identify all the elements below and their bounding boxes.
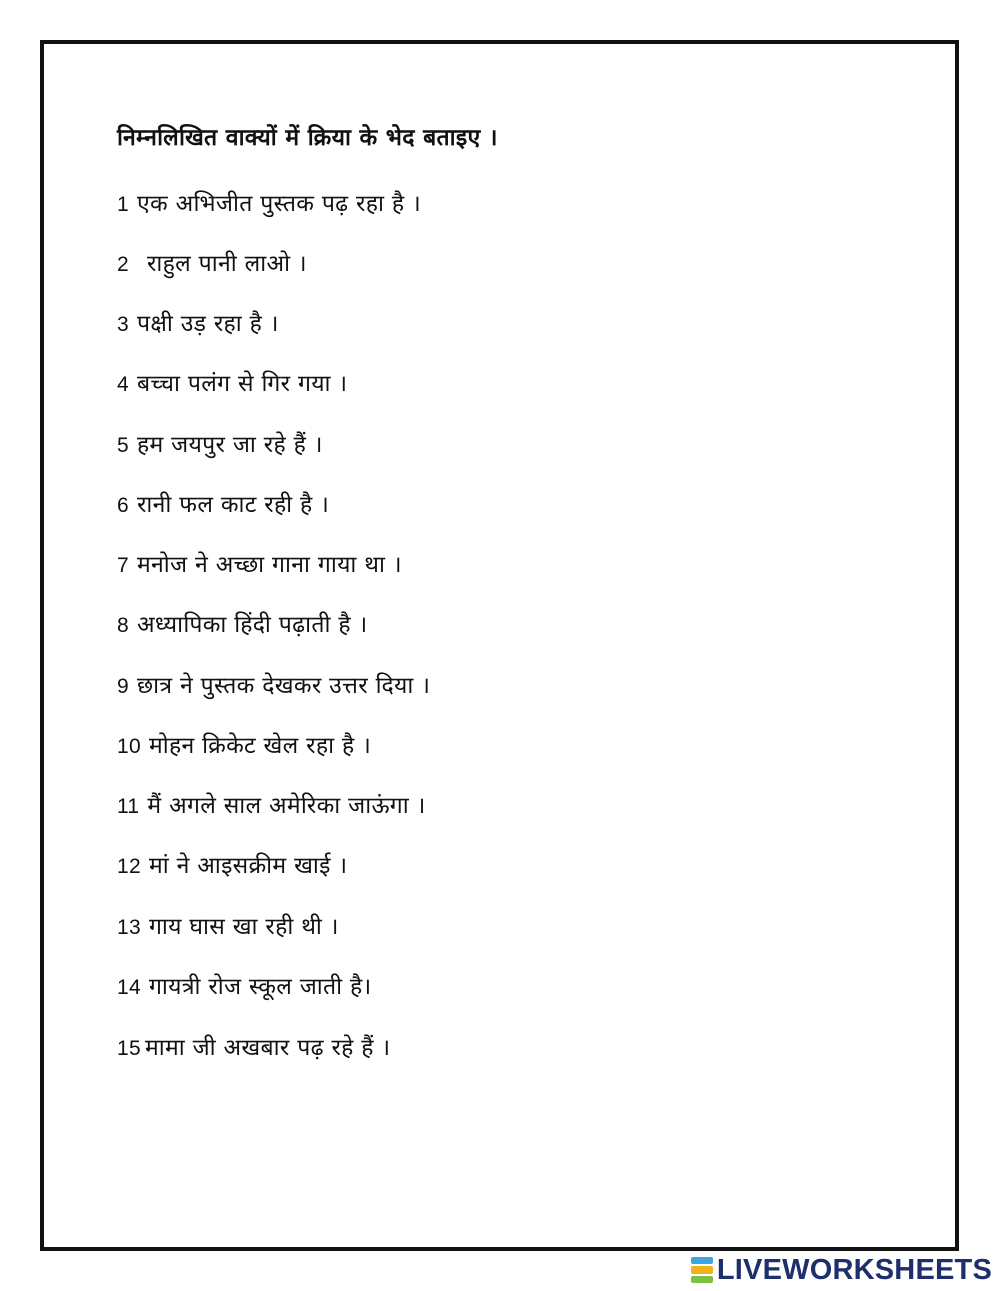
sentence-text: गाय घास खा रही थी ।: [148, 914, 339, 940]
sentence-number: 6: [117, 494, 129, 517]
sentence-line-4: [117, 366, 347, 398]
sentence-number: 7: [117, 554, 129, 577]
sentence-text: हम जयपुर जा रहे हैं ।: [136, 432, 323, 458]
sentence-line-13: [117, 909, 339, 941]
sentence-number: 9: [117, 675, 129, 698]
sentence-number: 1: [117, 193, 129, 216]
sentence-line-2: [117, 246, 307, 278]
worksheet-title: निम्नलिखित वाक्यों में क्रिया के भेद बताइए ।: [117, 125, 498, 151]
sentence-line-12: [117, 848, 347, 880]
sentence-line-9: [117, 668, 430, 700]
sentence-line-3: [117, 306, 279, 338]
sentence-number: 5: [117, 434, 129, 457]
sentence-number: 11: [117, 795, 140, 818]
sentence-text: बच्चा पलंग से गिर गया ।: [136, 371, 348, 397]
sentence-number: 8: [117, 614, 129, 637]
sentence-line-15: [117, 1030, 390, 1062]
liveworksheets-logo-icon: [691, 1257, 713, 1283]
sentence-text: रानी फल काट रही है ।: [136, 492, 330, 518]
sentence-number: 12: [117, 855, 141, 878]
sentence-line-6: [117, 487, 329, 519]
sentence-text: पक्षी उड़ रहा है ।: [136, 311, 279, 337]
logo-block-icon: [691, 1276, 713, 1283]
sentence-text: छात्र ने पुस्तक देखकर उत्तर दिया ।: [136, 673, 431, 699]
sentence-number: 2: [117, 253, 129, 276]
sentence-number: 14: [117, 976, 141, 999]
sentence-text: मैं अगले साल अमेरिका जाऊंगा ।: [147, 793, 426, 819]
sentence-text: अध्यापिका हिंदी पढ़ाती है ।: [136, 612, 368, 638]
sentence-text: मनोज ने अच्छा गाना गाया था ।: [136, 552, 402, 578]
liveworksheets-watermark: [691, 1253, 992, 1287]
worksheet-border: [40, 40, 959, 1251]
watermark-text: LIVEWORKSHEETS: [716, 1253, 992, 1286]
sentence-line-1: [117, 186, 421, 218]
sentence-text: मोहन क्रिकेट खेल रहा है ।: [148, 733, 372, 759]
sentence-line-8: [117, 607, 368, 639]
sentence-line-14: [117, 969, 372, 1001]
sentence-number: 13: [117, 916, 141, 939]
sentence-number: 4: [117, 373, 129, 396]
sentence-text: मामा जी अखबार पढ़ रहे हैं ।: [144, 1035, 391, 1061]
sentence-number: 10: [117, 735, 141, 758]
sentence-text: एक अभिजीत पुस्तक पढ़ रहा है ।: [136, 191, 421, 217]
sentence-text: मां ने आइसक्रीम खाई ।: [148, 853, 348, 879]
sentence-line-7: [117, 547, 402, 579]
logo-block-icon: [691, 1266, 713, 1273]
sentence-number: 15: [117, 1037, 141, 1060]
logo-block-icon: [691, 1257, 713, 1264]
sentence-text: राहुल पानी लाओ ।: [146, 251, 307, 277]
sentence-number: 3: [117, 313, 129, 336]
sentence-line-10: [117, 728, 371, 760]
sentence-text: गायत्री रोज स्कूल जाती है।: [148, 974, 372, 1000]
sentence-line-5: [117, 427, 323, 459]
sentence-line-11: [117, 788, 426, 820]
